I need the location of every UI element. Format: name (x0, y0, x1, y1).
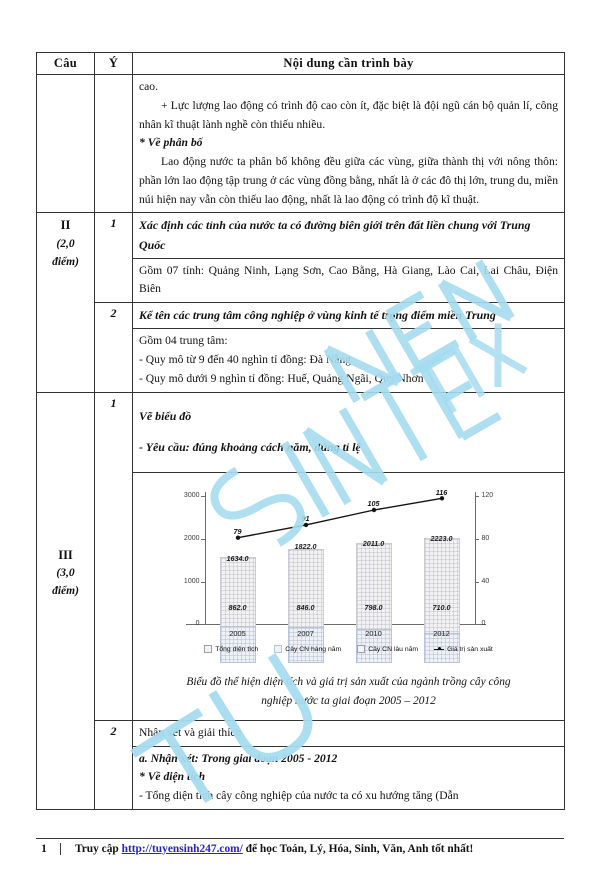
header-y: Ý (95, 53, 133, 75)
cau-points-III-line1: (3,0 (56, 566, 75, 579)
legend-swatch-icon (357, 645, 365, 653)
ylabel-right-0: 0 (481, 620, 486, 628)
table-header-row (37, 53, 565, 75)
cau-points-II-line2: điểm) (52, 255, 79, 268)
label-perennial-2005: 1634.0 (226, 554, 249, 564)
xtick-2005: 2005 (229, 629, 246, 639)
label-annual-2012: 710.0 (432, 603, 451, 613)
legend-item-total-area (204, 645, 258, 653)
page-footer (36, 838, 564, 855)
legend-swatch-icon (204, 645, 212, 653)
label-annual-2007: 846.0 (296, 603, 315, 613)
cau-points-III-line2: điểm) (52, 584, 79, 597)
legend-line-marker-icon (434, 646, 444, 652)
text-tong-dien-tich: - Tổng diện tích cây công nghiệp của nước ta có xu hướng tăng (Dẫn (139, 789, 459, 803)
text-phan-bo-body: Lao động nước ta phân bố không đều giữa các vùng, giữa thành thị với nông thôn: phần lớn lao động tập trung ở các vùng đồng bằng, nhất là ở các đô thị lớn, trung du, miền núi hiện nay vẫn còn thiếu lao động, nhất là lao động có trình độ kĩ thuật. (139, 155, 558, 206)
chart-combo-area-value (164, 488, 534, 663)
cell-cau-II (37, 213, 95, 392)
label-annual-2010: 798.0 (364, 603, 383, 613)
cell-y-III-2: 2 (95, 720, 133, 809)
ylabel-left-0: 0 (195, 620, 200, 628)
ylabel-right-40: 40 (481, 577, 490, 585)
tick-left-0 (201, 624, 205, 625)
text-yeu-cau: - Yêu cầu: đúng khoảng cách năm, đúng tỉ lệ (139, 440, 361, 455)
tick-right-0 (475, 624, 479, 625)
legend-item-perennial (357, 645, 418, 653)
xtick-2010: 2010 (365, 629, 382, 639)
cell-chart-III-1 (133, 473, 565, 721)
cell-answer-II-1: Gồm 07 tỉnh: Quảng Ninh, Lạng Sơn, Cao Bằng, Hà Giang, Lào Cai, Lai Châu, Điện Biên (133, 258, 565, 303)
footer-prefix: Truy cập (75, 843, 122, 855)
ylabel-left-1000: 1000 (183, 577, 200, 585)
legend-item-annual (274, 645, 341, 653)
page-number: 1 (41, 843, 47, 855)
header-noi-dung: Nội dung cần trình bày (133, 53, 565, 75)
footer-link[interactable]: http://tuyensinh247.com/ (121, 843, 243, 855)
chart-caption-line1: Biểu đồ thể hiện diện tích và giá trị sản xuất của ngành trồng cây công (186, 676, 511, 689)
tick-right-80 (475, 539, 479, 540)
text-quy-mo-1: - Quy mô từ 9 đến 40 nghìn tỉ đồng: Đà Nẵng (139, 352, 352, 366)
cell-content-continued (133, 75, 565, 213)
label-perennial-2010: 2011.0 (362, 539, 385, 549)
text-ve-dien-tich: * Về diện tích (139, 770, 206, 784)
answer-key-table (36, 52, 565, 810)
header-cau: Câu (37, 53, 95, 75)
footer-suffix: để học Toán, Lý, Hóa, Sinh, Văn, Anh tốt nhất! (242, 843, 474, 855)
ylabel-right-120: 120 (481, 492, 494, 500)
cell-question-III-1 (133, 392, 565, 473)
cell-answer-II-2 (133, 329, 565, 392)
table-row (37, 392, 565, 473)
label-value-2005: 79 (233, 527, 242, 537)
label-value-2007: 91 (301, 514, 310, 524)
tick-right-40 (475, 582, 479, 583)
cell-y-II-1: 1 (95, 213, 133, 303)
legend-label-total-area: Tổng diện tích (215, 645, 259, 653)
ylabel-right-80: 80 (481, 534, 490, 542)
chart-caption (155, 673, 542, 711)
text-ve-bieu-do: Vẽ biểu đồ (139, 409, 192, 424)
legend-label-annual: Cây CN hàng năm (285, 645, 342, 653)
table-row (37, 303, 565, 329)
cell-question-II-2: Kể tên các trung tâm công nghiệp ở vùng kinh tế trọng điểm miền Trung (133, 303, 565, 329)
label-value-2010: 105 (367, 499, 380, 509)
tick-left-1000 (201, 582, 205, 583)
tick-left-3000 (201, 496, 205, 497)
cau-number-II: II (60, 218, 71, 233)
cell-y-II-2: 2 (95, 303, 133, 392)
table-row (37, 720, 565, 746)
label-perennial-2007: 1822.0 (294, 542, 317, 552)
footer-divider (60, 843, 61, 855)
cell-cau-empty (37, 75, 95, 213)
footer-text (69, 843, 473, 855)
legend-swatch-icon (274, 645, 282, 653)
tick-right-120 (475, 496, 479, 497)
xtick-2007: 2007 (297, 629, 314, 639)
chart-legend (164, 645, 534, 653)
chart-caption-line2: nghiệp nước ta giai đoạn 2005 – 2012 (261, 695, 436, 708)
cell-cau-III (37, 392, 95, 810)
tick-left-2000 (201, 539, 205, 540)
text-cao: cao. (139, 80, 158, 93)
legend-item-production-value (434, 646, 493, 653)
cau-points-II-line1: (2,0 (56, 237, 75, 250)
cell-y-III-1: 1 (95, 392, 133, 720)
ylabel-left-3000: 3000 (183, 492, 200, 500)
table-row (37, 75, 565, 213)
text-quy-mo-2: - Quy mô dưới 9 nghìn tỉ đồng: Huế, Quảng Ngãi, Quy Nhơn (139, 371, 424, 385)
label-annual-2005: 862.0 (228, 603, 247, 613)
label-value-2012: 116 (435, 488, 448, 498)
text-ve-phan-bo: * Về phân bố (139, 136, 203, 150)
xtick-2012: 2012 (433, 629, 450, 639)
text-gom-04: Gồm 04 trung tâm: (139, 334, 228, 348)
cell-question-II-1: Xác định các tỉnh của nước ta có đường biên giới trên đất liền chung với Trung Quốc (133, 213, 565, 258)
cell-question-III-2: Nhận xét và giải thích (133, 720, 565, 746)
cell-answer-III-2 (133, 746, 565, 809)
text-luc-luong: + Lực lượng lao động có trình độ cao còn ít, đặc biệt là đội ngũ cán bộ quản lí, công nhân kĩ thuật lành nghề còn thiếu nhiều. (139, 98, 558, 131)
table-row (37, 213, 565, 258)
ylabel-left-2000: 2000 (183, 534, 200, 542)
label-perennial-2012: 2223.0 (430, 534, 453, 544)
chart-axis-right (475, 492, 476, 624)
cell-y-empty (95, 75, 133, 213)
legend-label-production-value: Giá trị sản xuất (447, 645, 493, 653)
legend-label-perennial: Cây CN lâu năm (368, 645, 419, 653)
cau-number-III: III (58, 547, 73, 562)
line-series-production-value (206, 494, 474, 622)
text-nhan-xet: a. Nhận xét: Trong giai đoạn 2005 - 2012 (139, 751, 338, 765)
